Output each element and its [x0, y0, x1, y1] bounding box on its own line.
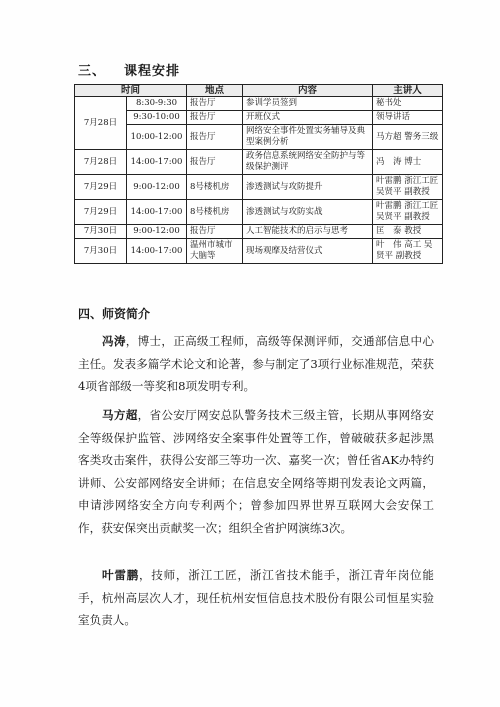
section-heading-schedule: [78, 60, 180, 79]
table-row: [75, 150, 443, 175]
bio-name: 马方超: [102, 408, 138, 422]
section-number: 三、: [78, 64, 107, 79]
cell-time: 9:00-12:00: [127, 175, 187, 200]
cell-date: 7月28日: [75, 150, 127, 175]
table-header-row: [75, 85, 443, 97]
cell-content: 网络安全事件处置实务辅导及典型案例分析: [243, 125, 373, 150]
table-row: [75, 97, 443, 111]
bio-text: ，省公安厅网安总队警务技术三级主管，长期从事网络安全等级保护监管、涉网络安全案事件处置等工作，曾破破获多起涉黑客类攻击案件，获得公安部三等功一次、嘉奖一次；曾任省AK办特约讲师、公安部网络安全讲师；在信息安全网络等期刊发表论文两篇，申请涉网络安全方向专利两个；曾参加四界世界互联网大会安保工作，获安保突出贡献奖一次；组织全省护网演练3次。: [78, 408, 434, 535]
cell-date: 7月30日: [75, 239, 127, 264]
cell-place: 报告厅: [187, 150, 243, 175]
cell-place: 8号楼机房: [187, 175, 243, 200]
bio-name: 叶雷鹏: [102, 568, 139, 582]
cell-time: 14:00-17:00: [127, 200, 187, 225]
cell-content: 渗透测试与攻防实战: [243, 200, 373, 225]
cell-time: 8:30-9:30: [127, 97, 187, 111]
section-heading-faculty: 四、师资简介: [78, 307, 151, 321]
bio-text: ，博士，正高级工程师，高级等保测评师，交通部信息中心主任。发表多篇学术论文和论著，参与制定了3项行业标准规范，荣获4项省部级一等奖和8项发明专利。: [78, 334, 434, 393]
section-title: 课程安排: [124, 64, 181, 79]
cell-content: 渗透测试与攻防提升: [243, 175, 373, 200]
table-row: [75, 111, 443, 125]
table-row: [75, 125, 443, 150]
cell-time: 9:00-12:00: [127, 225, 187, 239]
cell-date: 7月29日: [75, 175, 127, 200]
schedule-table: [74, 84, 443, 264]
cell-time: 10:00-12:00: [127, 125, 187, 150]
cell-place: 报告厅: [187, 225, 243, 239]
bio-text: ，技师，浙江工匠，浙江省技术能手，浙江青年岗位能手，杭州高层次人才，现任杭州安恒信息技术股份有限公司恒星实验室负责人。: [78, 568, 434, 627]
cell-speaker: 领导讲话: [373, 111, 443, 125]
bio-name: 冯涛: [102, 334, 126, 348]
cell-time: 9:30-10:00: [127, 111, 187, 125]
cell-place: 报告厅: [187, 97, 243, 111]
table-row: [75, 239, 443, 264]
cell-content: 人工智能技术的启示与思考: [243, 225, 373, 239]
table-row: [75, 225, 443, 239]
bio-ye-leipeng: [78, 564, 434, 632]
cell-time: 14:00-17:00: [127, 239, 187, 264]
cell-content: 参训学员签到: [243, 97, 373, 111]
header-speaker: 主讲人: [373, 85, 443, 97]
cell-speaker: 匡 泰 教授: [373, 225, 443, 239]
cell-speaker: 叶 伟 高工 吴贤平 副教授: [373, 239, 443, 264]
cell-date: 7月30日: [75, 225, 127, 239]
header-content: 内容: [243, 85, 373, 97]
cell-place: 温州市城市大脑等: [187, 239, 243, 264]
cell-speaker: 马方超 警务三级: [373, 125, 443, 150]
bio-feng-tao: [78, 330, 434, 398]
cell-place: 报告厅: [187, 111, 243, 125]
cell-speaker: 冯 涛 博士: [373, 150, 443, 175]
cell-speaker: 秘书处: [373, 97, 443, 111]
header-time: 时间: [75, 85, 187, 97]
header-place: 地点: [187, 85, 243, 97]
bio-ma-fangchao: [78, 404, 434, 539]
cell-time: 14:00-17:00: [127, 150, 187, 175]
cell-date: 7月29日: [75, 200, 127, 225]
cell-date: 7月28日: [75, 97, 127, 150]
cell-content: 政务信息系统网络安全防护与等级保护测评: [243, 150, 373, 175]
table-row: [75, 175, 443, 200]
cell-place: 8号楼机房: [187, 200, 243, 225]
cell-content: 开班仪式: [243, 111, 373, 125]
cell-speaker: 叶雷鹏 浙江工匠 吴贤平 副教授: [373, 175, 443, 200]
cell-place: 报告厅: [187, 125, 243, 150]
cell-content: 现场观摩及结营仪式: [243, 239, 373, 264]
table-row: [75, 200, 443, 225]
cell-speaker: 叶雷鹏 浙江工匠 吴贤平 副教授: [373, 200, 443, 225]
